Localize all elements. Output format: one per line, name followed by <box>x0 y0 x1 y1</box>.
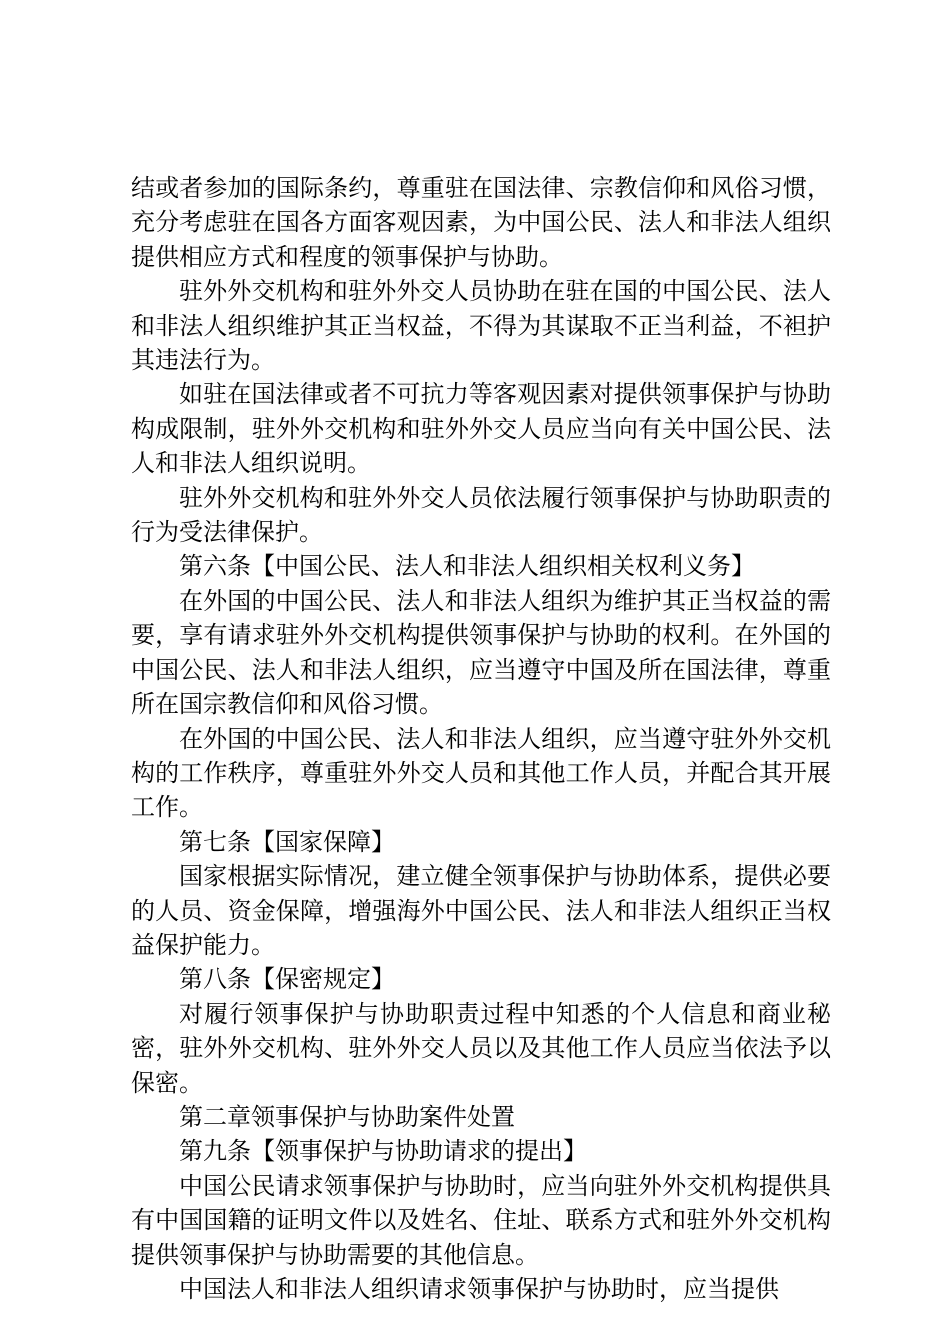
article-7-heading: 第七条【国家保障】 <box>179 827 395 856</box>
paragraph-assist-legitimate-rights: 驻外外交机构和驻外外交人员协助在驻在国的中国公民、法人和非法人组织维护其正当权益，不得为其谋取不正当利益，不袒护其违法行为。 <box>131 277 831 375</box>
paragraph-confidentiality: 对履行领事保护与协助职责过程中知悉的个人信息和商业秘密，驻外外交机构、驻外外交人员以及其他工作人员应当依法予以保密。 <box>131 999 831 1097</box>
paragraph-state-guarantee: 国家根据实际情况，建立健全领事保护与协助体系，提供必要的人员、资金保障，增强海外中国公民、法人和非法人组织正当权益保护能力。 <box>131 862 831 959</box>
paragraph-obligations: 在外国的中国公民、法人和非法人组织，应当遵守驻外外交机构的工作秩序，尊重驻外外交人员和其他工作人员，并配合其开展工作。 <box>131 724 831 822</box>
paragraph-continuation: 结或者参加的国际条约，尊重驻在国法律、宗教信仰和风俗习惯，充分考虑驻在国各方面客观因素，为中国公民、法人和非法人组织提供相应方式和程度的领事保护与协助。 <box>131 174 831 271</box>
document-body <box>131 171 831 1306</box>
article-8-heading: 第八条【保密规定】 <box>179 965 395 994</box>
paragraph-limitations: 如驻在国法律或者不可抗力等客观因素对提供领事保护与协助构成限制，驻外外交机构和驻外外交人员应当向有关中国公民、法人和非法人组织说明。 <box>131 380 831 478</box>
paragraph-legal-person-request: 中国法人和非法人组织请求领事保护与协助时，应当提供 <box>179 1275 779 1303</box>
paragraph-citizen-request: 中国公民请求领事保护与协助时，应当向驻外外交机构提供具有中国国籍的证明文件以及姓名、住址、联系方式和驻外外交机构提供领事保护与协助需要的其他信息。 <box>131 1171 831 1269</box>
chapter-2-heading: 第二章领事保护与协助案件处置 <box>179 1102 515 1131</box>
paragraph-legal-protection: 驻外外交机构和驻外外交人员依法履行领事保护与协助职责的行为受法律保护。 <box>131 483 831 547</box>
article-6-heading: 第六条【中国公民、法人和非法人组织相关权利义务】 <box>179 552 755 581</box>
paragraph-rights: 在外国的中国公民、法人和非法人组织为维护其正当权益的需要，享有请求驻外外交机构提供领事保护与协助的权利。在外国的中国公民、法人和非法人组织，应当遵守中国及所在国法律，尊重所在国宗教信仰和风俗习惯。 <box>131 586 831 719</box>
article-9-heading: 第九条【领事保护与协助请求的提出】 <box>179 1137 587 1166</box>
